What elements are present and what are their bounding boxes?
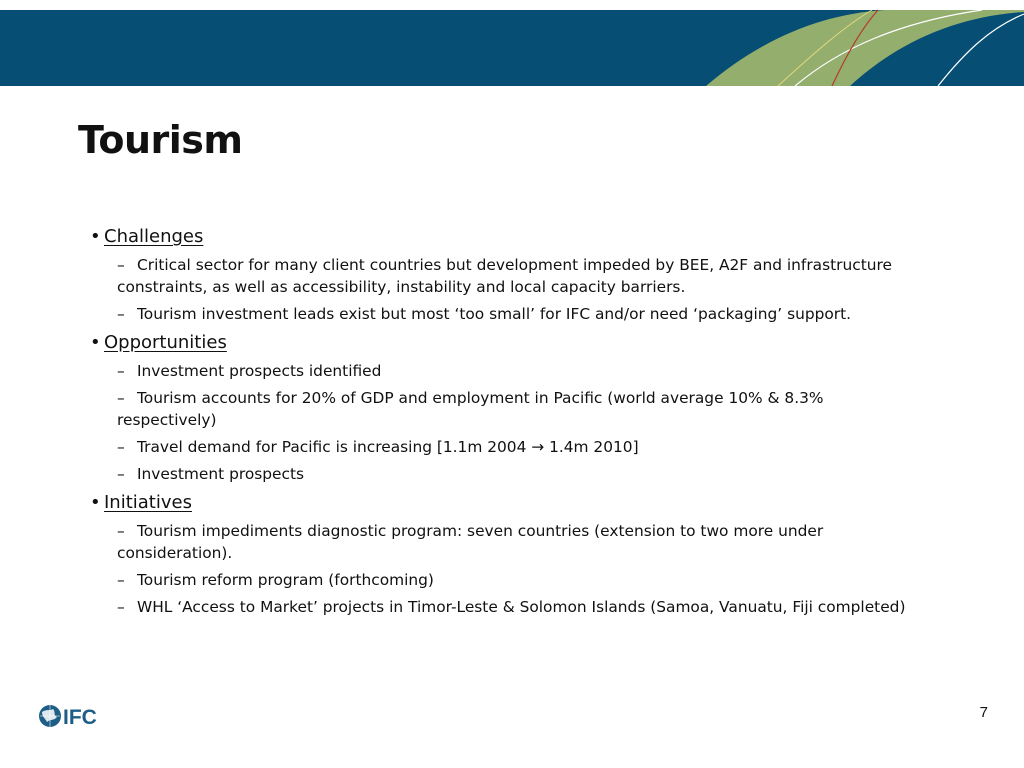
sub-list: [90, 254, 910, 325]
list-item: [90, 520, 910, 564]
list-item-text: Tourism reform program (forthcoming): [137, 571, 434, 589]
dash-icon: –: [117, 571, 125, 589]
slide-title: Tourism: [78, 118, 243, 162]
list-item-text: Critical sector for many client countries but development impeded by BEE, A2F and infrastructure constraints, as well as accessibility, instability and local capacity barriers.: [117, 256, 892, 296]
header-banner-graphic: [0, 0, 1024, 86]
dash-icon: –: [117, 362, 125, 380]
slide-content: [90, 224, 910, 623]
section-challenges: [90, 224, 910, 325]
section-heading: [90, 224, 910, 250]
header-banner: [0, 0, 1024, 86]
section-heading-label: Initiatives: [104, 492, 192, 513]
list-item: [90, 436, 910, 458]
section-heading-label: Opportunities: [104, 332, 227, 353]
bullet-icon: •: [90, 226, 101, 247]
dash-icon: –: [117, 522, 125, 540]
section-heading: [90, 330, 910, 356]
section-heading: [90, 490, 910, 516]
list-item: [90, 254, 910, 298]
list-item-text: WHL ‘Access to Market’ projects in Timor-Leste & Solomon Islands (Samoa, Vanuatu, Fiji completed): [137, 598, 906, 616]
list-item-text: Tourism accounts for 20% of GDP and employment in Pacific (world average 10% & 8.3% respectively): [117, 389, 824, 429]
ifc-logo-text: IFC: [63, 706, 97, 729]
section-opportunities: [90, 330, 910, 485]
list-item: [90, 569, 910, 591]
dash-icon: –: [117, 256, 125, 274]
ifc-logo: [38, 702, 110, 730]
section-initiatives: [90, 490, 910, 618]
dash-icon: –: [117, 598, 125, 616]
list-item: [90, 303, 910, 325]
dash-icon: –: [117, 305, 125, 323]
list-item-text: Investment prospects: [137, 465, 305, 483]
sub-list: [90, 520, 910, 618]
ifc-logo-graphic: [38, 702, 110, 730]
list-item: [90, 360, 910, 382]
list-item: [90, 387, 910, 431]
section-heading-label: Challenges: [104, 226, 204, 247]
list-item-text: Tourism impediments diagnostic program: seven countries (extension to two more under consideration).: [117, 522, 824, 562]
list-item: [90, 596, 910, 618]
bullet-icon: •: [90, 492, 101, 513]
bullet-icon: •: [90, 332, 101, 353]
list-item-text: Investment prospects identified: [137, 362, 382, 380]
dash-icon: –: [117, 465, 125, 483]
dash-icon: –: [117, 438, 125, 456]
sub-list: [90, 360, 910, 485]
list-item: [90, 463, 910, 485]
page-number: 7: [979, 704, 988, 721]
list-item-text: Tourism investment leads exist but most ‘too small’ for IFC and/or need ‘packaging’ support.: [137, 305, 852, 323]
list-item-text: Travel demand for Pacific is increasing [1.1m 2004 → 1.4m 2010]: [137, 438, 639, 456]
dash-icon: –: [117, 389, 125, 407]
